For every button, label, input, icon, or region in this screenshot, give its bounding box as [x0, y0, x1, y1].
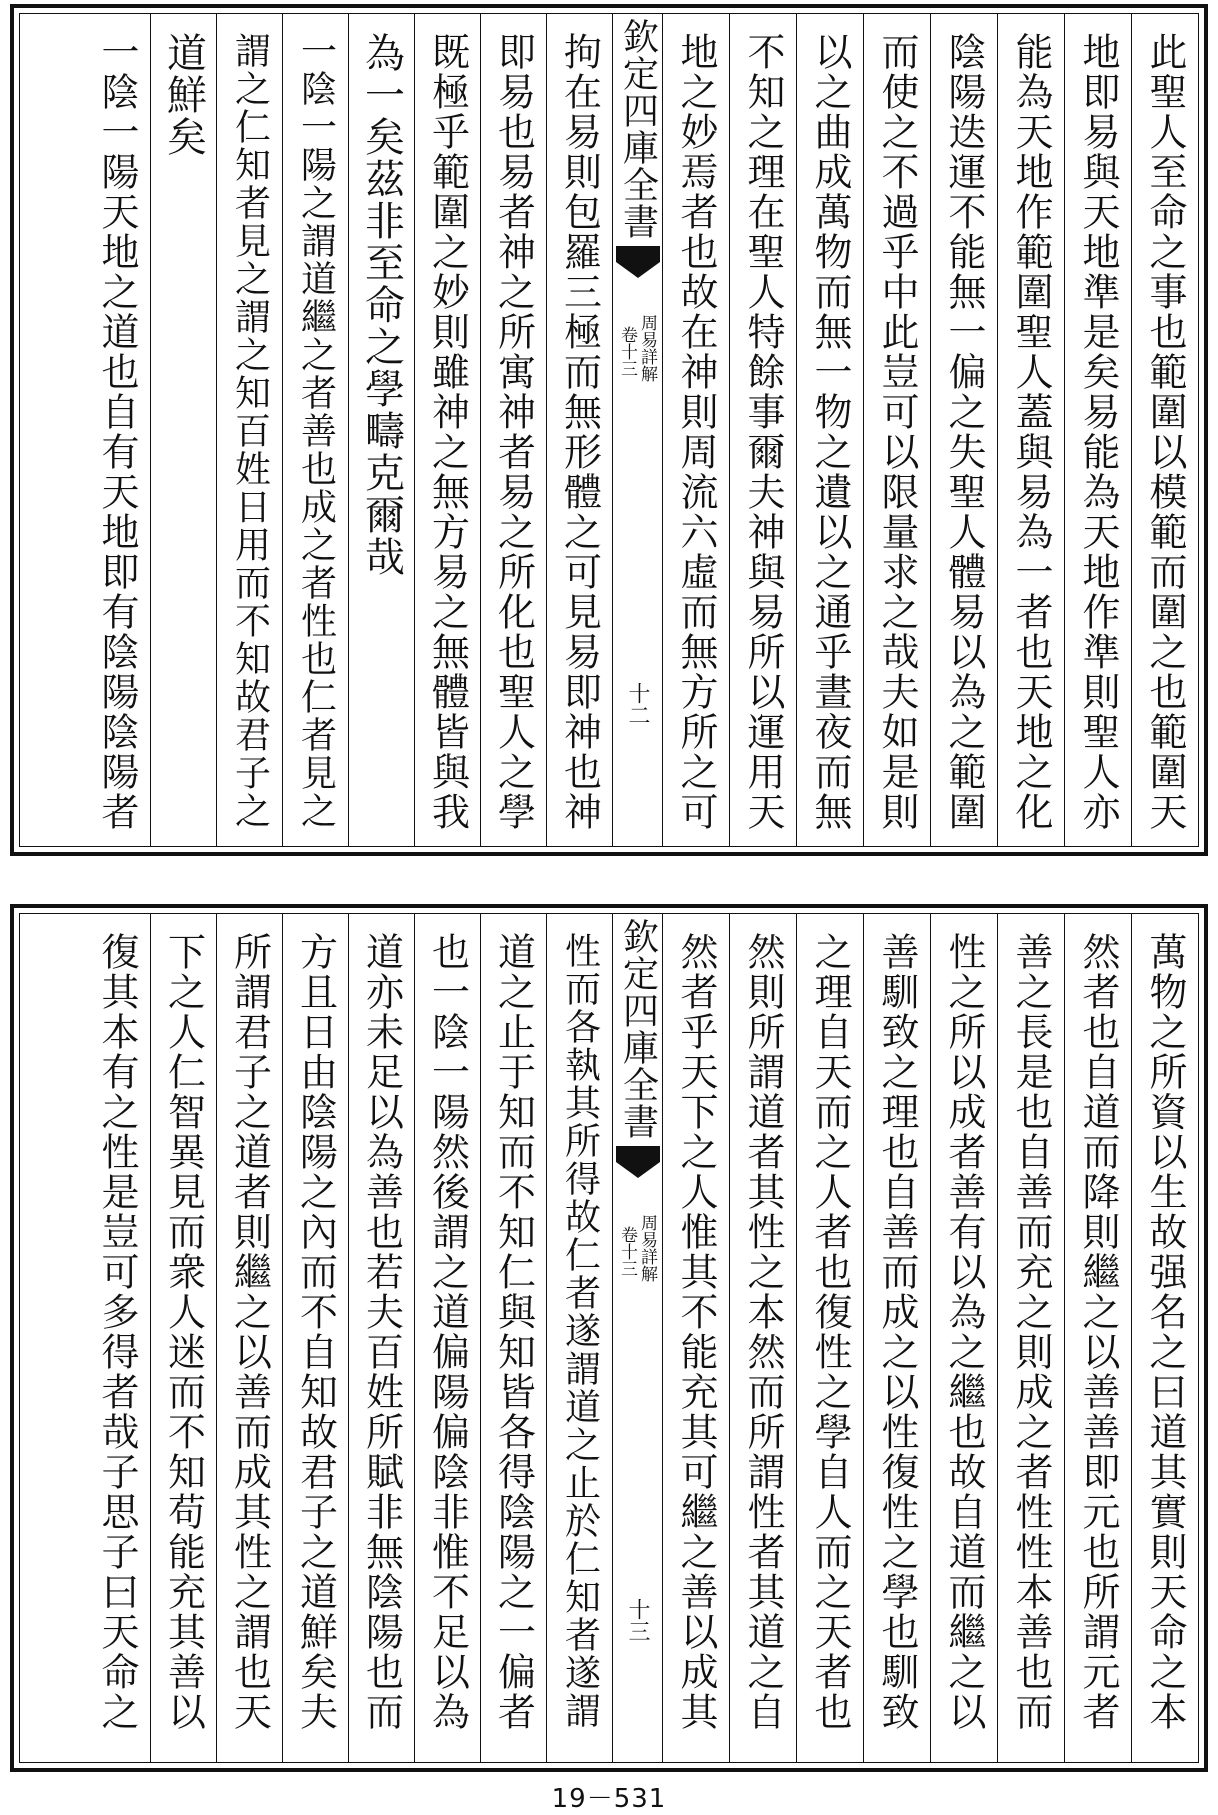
text-column [348, 914, 414, 1762]
column-text: 方且日由陰陽之內而不自知故君子之道鮮矣夫 [293, 932, 338, 1732]
text-column [1064, 14, 1131, 846]
column-text: 善馴致之理也自善而成之以性復性之學也馴致 [875, 932, 919, 1732]
column-text: 陰陽迭運不能無一偏之失聖人體易以為之範圍 [942, 32, 986, 832]
text-column [84, 914, 150, 1762]
text-column [216, 14, 282, 846]
column-text: 所謂君子之道者則繼之以善而成其性之謂也天 [227, 932, 272, 1732]
column-text: 善之長是也自善而充之則成之者性性本善也而 [1009, 932, 1053, 1732]
column-text: 不知之理在聖人特餘事爾夫神與易所以運用天 [741, 32, 785, 832]
book-title: 周易詳解 [637, 1214, 657, 1282]
column-text: 道之止于知而不知仁與知皆各得陰陽之一偏者 [491, 932, 536, 1732]
column-text: 一陰一陽天地之道也自有天地即有陰陽陰陽者 [95, 32, 139, 832]
book-title: 周易詳解 [637, 314, 657, 382]
column-text: 萬物之所資以生故强名之曰道其實則天命之本 [1143, 932, 1187, 1732]
column-text: 地即易與天地準是矣易能為天地作準則聖人亦 [1076, 32, 1120, 832]
column-text: 然者乎天下之人惟其不能充其可繼之善以成其 [674, 932, 718, 1732]
text-column [662, 914, 729, 1762]
page-top [10, 4, 1208, 856]
column-text: 下之人仁智異見而衆人迷而不知苟能充其善以 [161, 932, 206, 1732]
page-bottom-columns [20, 914, 1198, 1762]
text-column [348, 14, 414, 846]
text-column [662, 14, 729, 846]
text-column [863, 14, 930, 846]
text-column [930, 914, 997, 1762]
text-column [414, 14, 480, 846]
text-column [1064, 914, 1131, 1762]
page-number-footer: 19－531 [551, 1784, 667, 1814]
text-column [997, 14, 1064, 846]
column-text: 為一矣茲非至命之學疇克爾哉 [358, 32, 405, 578]
column-text: 拘在易則包羅三極而無形體之可見易即神也神 [557, 32, 602, 832]
column-text: 然則所謂道者其性之本然而所謂性者其道之自 [741, 932, 785, 1732]
text-column [282, 914, 348, 1762]
center-fold [612, 14, 662, 846]
text-column [1131, 14, 1198, 846]
center-fold [612, 914, 662, 1762]
text-column [546, 14, 612, 846]
text-column [1131, 914, 1198, 1762]
text-column [216, 914, 282, 1762]
folio-number: 十二 [625, 682, 650, 726]
column-text: 之理自天而之人者也復性之學自人而之天者也 [808, 932, 852, 1732]
text-column [997, 914, 1064, 1762]
text-column [863, 914, 930, 1762]
column-text: 此聖人至命之事也範圍以模範而圍之也範圍天 [1143, 32, 1187, 832]
text-column [150, 914, 216, 1762]
series-title: 欽定四庫全書 [617, 918, 659, 1140]
chapter-label: 卷十三 [617, 1226, 637, 1277]
column-text: 性而各執其所得故仁者遂謂道之止於仁知者遂謂 [559, 932, 601, 1730]
column-text: 能為天地作範圍聖人蓋與易為一者也天地之化 [1009, 32, 1053, 832]
column-text: 也一陰一陽然後謂之道偏陽偏陰非惟不足以為 [425, 932, 470, 1732]
fish-tail-mark [616, 246, 660, 278]
column-text: 一陰一陽之謂道繼之者善也成之者性也仁者見之 [295, 32, 337, 830]
column-text: 道亦未足以為善也若夫百姓所賦非無陰陽也而 [359, 932, 404, 1732]
column-text: 既極乎範圍之妙則雖神之無方易之無體皆與我 [425, 32, 470, 832]
column-text: 謂之仁知者見之謂之知百姓日用而不知故君子之 [229, 32, 271, 830]
column-text: 以之曲成萬物而無一物之遺以之通乎晝夜而無 [808, 32, 852, 832]
text-column [150, 14, 216, 846]
text-column [546, 914, 612, 1762]
text-column [84, 14, 150, 846]
column-text: 然者也自道而降則繼之以善善即元也所謂元者 [1076, 932, 1120, 1732]
column-text: 復其本有之性是豈可多得者哉子思子曰天命之 [95, 932, 139, 1732]
text-column [729, 914, 796, 1762]
column-text: 而使之不過乎中此豈可以限量求之哉夫如是則 [875, 32, 919, 832]
column-text: 即易也易者神之所寓神者易之所化也聖人之學 [491, 32, 536, 832]
text-column [282, 14, 348, 846]
page-top-columns [20, 14, 1198, 846]
fish-tail-mark [616, 1146, 660, 1178]
text-column [480, 914, 546, 1762]
page-bottom [10, 904, 1208, 1772]
column-text: 道鮮矣 [160, 32, 207, 158]
text-column [796, 14, 863, 846]
column-text: 性之所以成者善有以為之繼也故自道而繼之以 [942, 932, 986, 1732]
text-column [480, 14, 546, 846]
text-column [796, 914, 863, 1762]
folio-number: 十三 [625, 1598, 650, 1642]
series-title: 欽定四庫全書 [617, 18, 659, 240]
text-column [414, 914, 480, 1762]
text-column [729, 14, 796, 846]
text-column [930, 14, 997, 846]
chapter-label: 卷十三 [617, 326, 637, 377]
column-text: 地之妙焉者也故在神則周流六虛而無方所之可 [674, 32, 718, 832]
